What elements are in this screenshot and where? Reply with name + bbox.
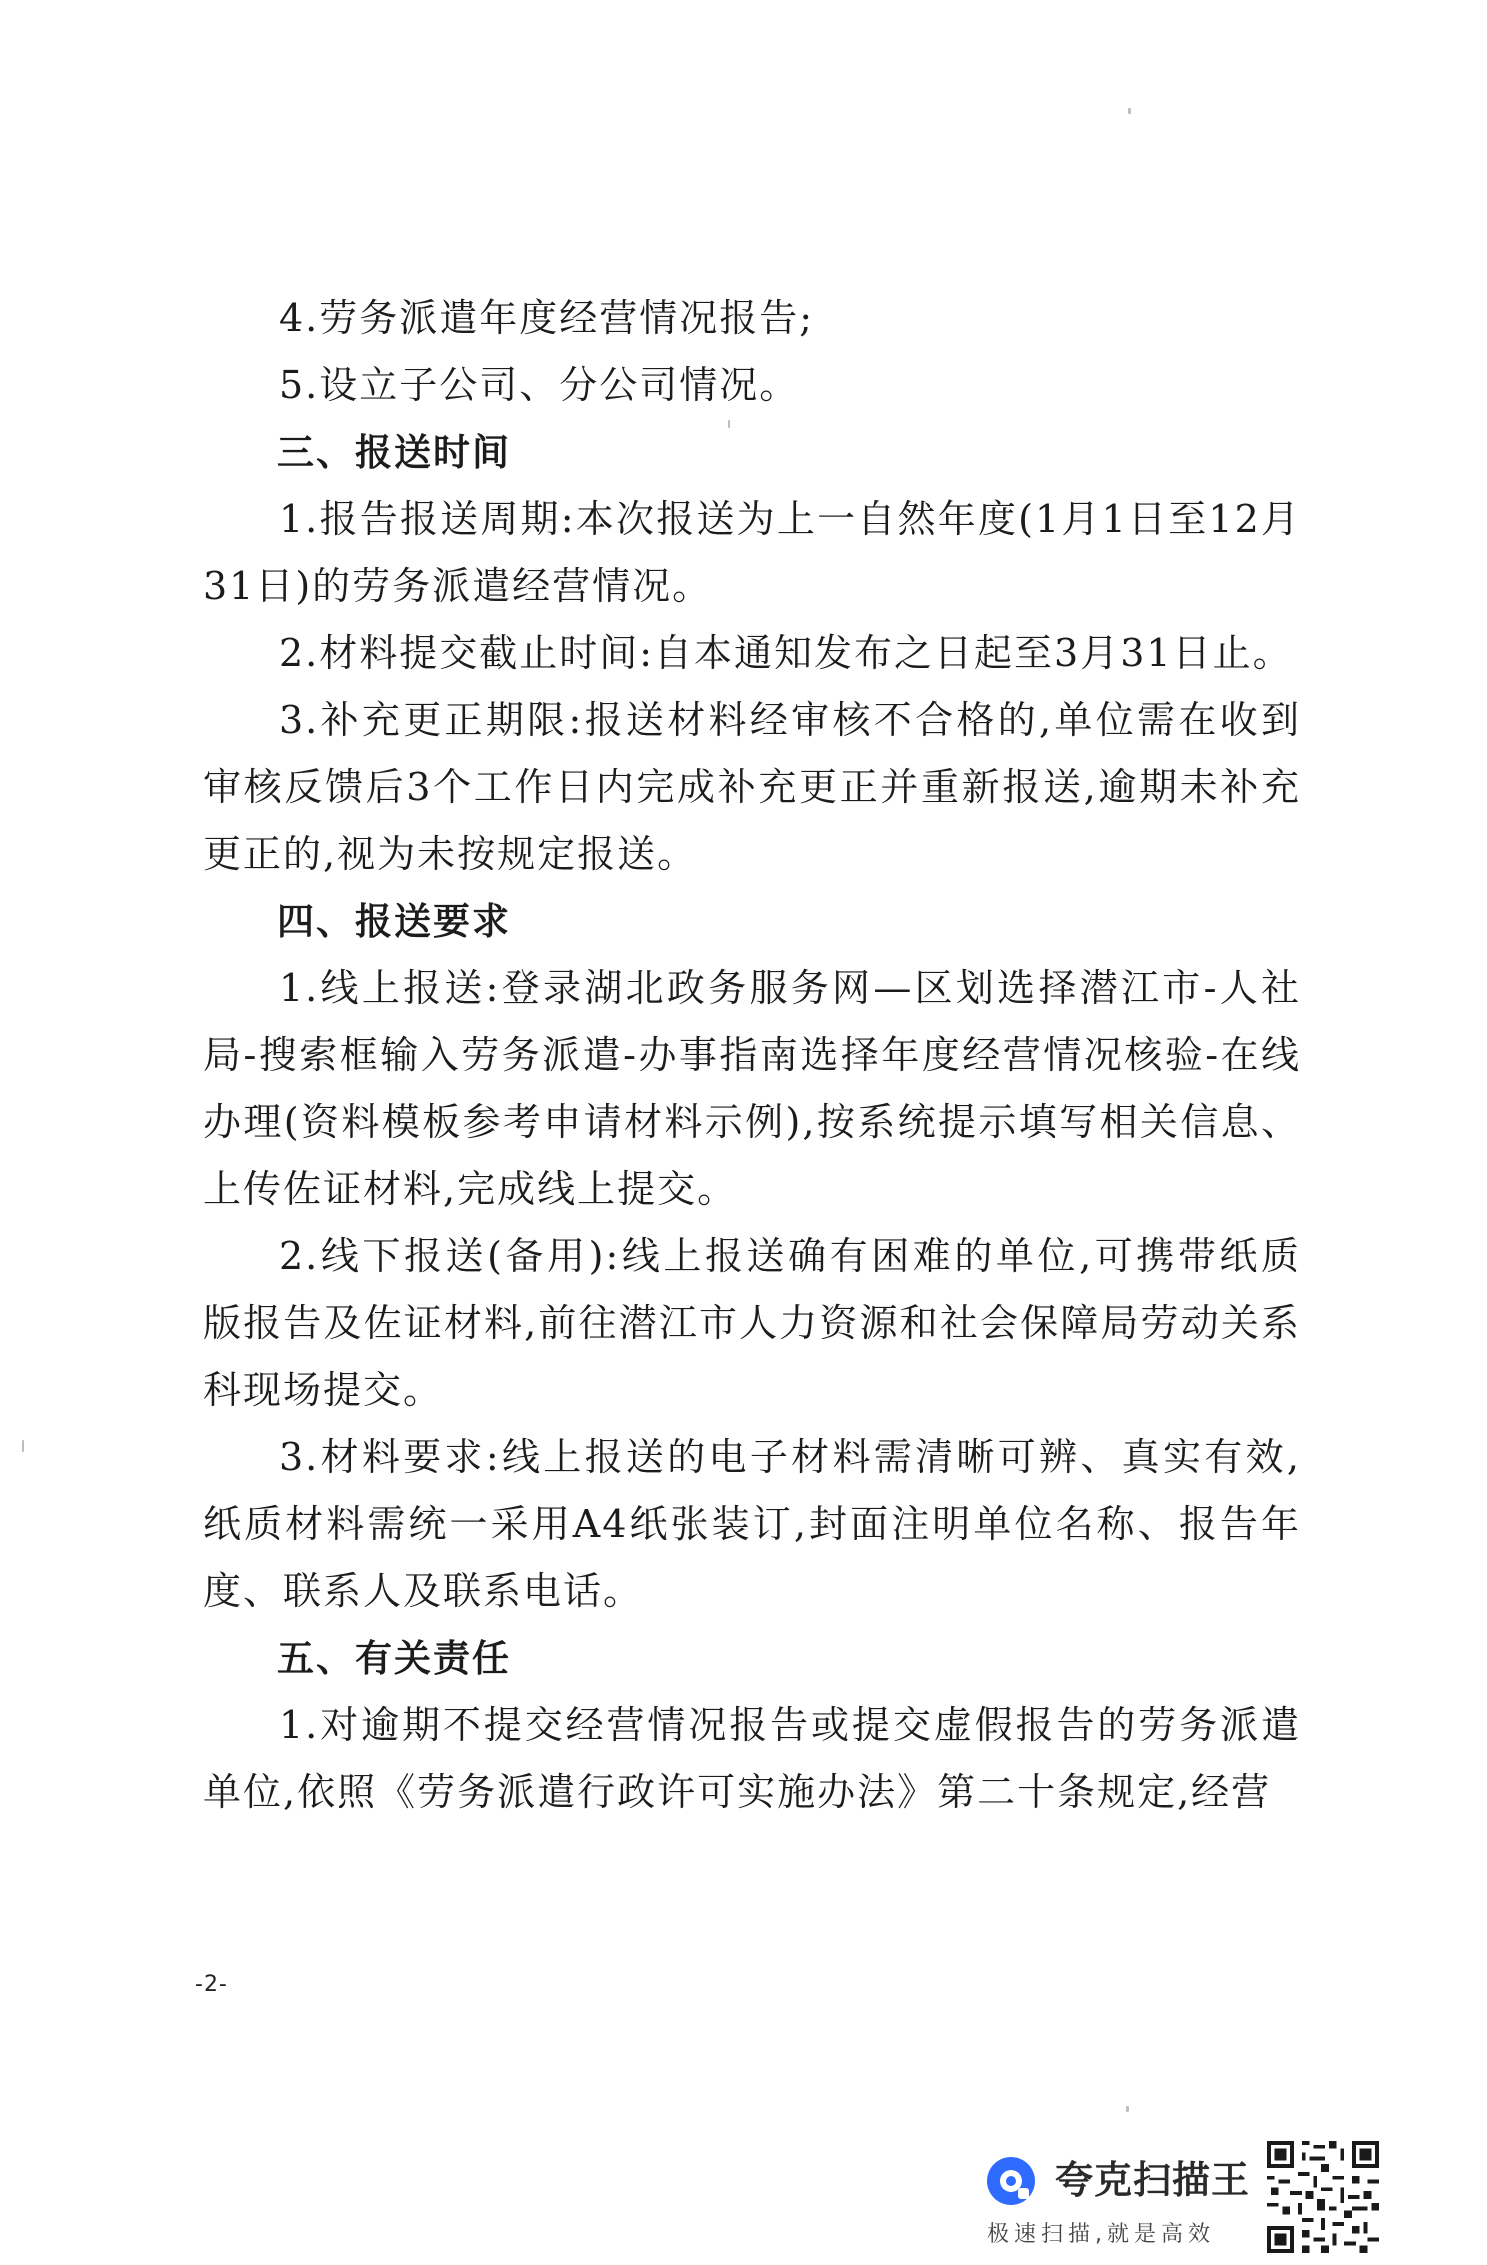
paragraph-offline-submission: 2.线下报送(备用):线上报送确有困难的单位,可携带纸质版报告及佐证材料,前往潜江市人力资源和社会保障局劳动关系科现场提交。 [203,1234,1301,1412]
paragraph-online-submission: 1.线上报送:登录湖北政务服务网—区划选择潜江市-人社局-搜索框输入劳务派遣-办事指南选择年度经营情况核验-在线办理(资料模板参考申请材料示例),按系统提示填写相关信息、上传佐证材料,完成线上提交。 [203,966,1301,1211]
paragraph-correction-period: 3.补充更正期限:报送材料经审核不合格的,单位需在收到审核反馈后3个工作日内完成补充更正并重新报送,逾期未补充更正的,视为未按规定报送。 [203,698,1301,876]
watermark-slogan: 极速扫描,就是高效 [987,2222,1215,2247]
document-body [203,285,1301,1826]
paragraph-deadline: 2.材料提交截止时间:自本通知发布之日起至3月31日止。 [279,631,1293,675]
quark-logo-icon [985,2155,1037,2207]
qr-code-icon [1267,2141,1379,2253]
section-heading-requirements: 四、报送要求 [277,900,511,943]
section-heading-submission-time: 三、报送时间 [277,431,511,474]
paragraph-liability: 1.对逾期不提交经营情况报告或提交虚假报告的劳务派遣单位,依照《劳务派遣行政许可实施办法》第二十条规定,经营 [203,1703,1301,1814]
scan-speck [1126,2106,1129,2112]
list-item-annual-report: 4.劳务派遣年度经营情况报告; [279,296,815,340]
scan-speck [1128,108,1131,114]
scan-speck [728,420,730,428]
page-number: -2- [195,1972,228,1997]
paragraph-report-period: 1.报告报送周期:本次报送为上一自然年度(1月1日至12月31日)的劳务派遣经营情况。 [203,497,1301,608]
list-item-subsidiary: 5.设立子公司、分公司情况。 [279,363,800,407]
scanner-watermark [985,2137,1385,2257]
paragraph-material-requirements: 3.材料要求:线上报送的电子材料需清晰可辨、真实有效,纸质材料需统一采用A4纸张装订,封面注明单位名称、报告年度、联系人及联系电话。 [203,1435,1301,1613]
scan-speck [22,1440,24,1452]
section-heading-responsibility: 五、有关责任 [277,1637,511,1680]
watermark-brand: 夸克扫描王 [1055,2158,1251,2202]
